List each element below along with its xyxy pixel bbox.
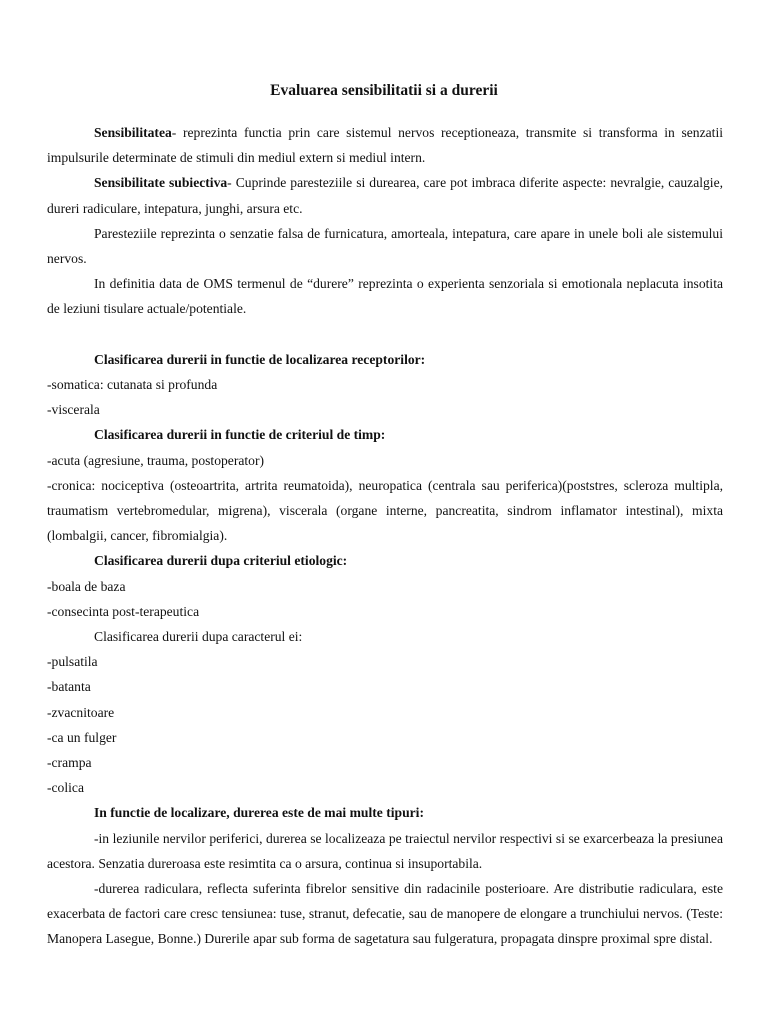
term-sensibilitate-subiectiva: Sensibilitate subiectiva: [94, 175, 228, 191]
document-body: [47, 120, 723, 952]
list-item: -acuta (agresiune, trauma, postoperator): [47, 452, 265, 468]
heading-localizare-receptori: [47, 347, 723, 372]
paragraph-sensibilitate-subiectiva: [47, 170, 723, 220]
list-item: -batanta: [47, 679, 91, 695]
heading-criteriul-timp-text: Clasificarea durerii in functie de criteriul de timp:: [94, 427, 386, 443]
list-item: -boala de baza: [47, 578, 126, 594]
list-item: -viscerala: [47, 402, 100, 418]
list-item: -ca un fulger: [47, 729, 117, 745]
heading-tipuri-localizare: [47, 800, 723, 825]
term-sensibilitatea: Sensibilitatea: [94, 125, 172, 140]
list-item: -consecinta post-terapeutica: [47, 603, 200, 619]
heading-localizare-receptori-text: Clasificarea durerii in functie de localizarea receptorilor:: [94, 351, 426, 367]
list-item: -somatica: cutanata si profunda: [47, 377, 218, 393]
paragraph-sensibilitatea: [47, 120, 723, 170]
paragraph-nervi-periferici: -in leziunile nervilor periferici, durerea se localizeaza pe traiectul nervilor respectivi si se exarcerbeaza la presiunea acestora. Senzatia dureroasa este resimtita ca o arsura, continua si insuportabila.: [47, 830, 723, 871]
list-item: -zvacnitoare: [47, 704, 115, 720]
heading-caracterul-durerii: Clasificarea durerii dupa caracterul ei:: [94, 629, 303, 645]
paragraph-durere-radiculara: -durerea radiculara, reflecta suferinta fibrelor sensitive din radacinile posterioare. Are distributie radiculara, este exacerbata de factori care cresc tensiunea: tuse, stranut, defecatie, sau de manopere de elongare a trunchiului nervos. (Teste: Manopera Lasegue, Bonne.) Durerile apar sub forma de sagetatura sau fulgeratura, propagata dinspre proximal spre distal.: [47, 881, 723, 947]
paragraph-definitie-oms: In definitia data de OMS termenul de “durere” reprezinta o experienta senzoriala si emotionala neplacuta insotita de leziuni tisulare actuale/potentiale.: [47, 276, 723, 317]
blank-line: [47, 322, 723, 347]
definition-sensibilitatea: - reprezinta functia prin care sistemul nervos receptioneaza, transmite si transforma in senzatii impulsurile determinate de stimuli din mediul extern si mediul intern.: [47, 125, 723, 166]
heading-criteriul-etiologic-text: Clasificarea durerii dupa criteriul etiologic:: [94, 553, 348, 569]
list-item: -pulsatila: [47, 654, 98, 670]
document-title: Evaluarea sensibilitatii si a durerii: [270, 82, 498, 99]
heading-criteriul-etiologic: [47, 548, 723, 573]
list-item: -colica: [47, 780, 84, 796]
definition-sensibilitate-subiectiva: - Cuprinde paresteziile si durearea, care pot imbraca diferite aspecte: nevralgie, cauzalgie, dureri radiculare, intepatura, junghi, arsura etc.: [47, 175, 724, 216]
list-item: -crampa: [47, 755, 92, 771]
list-item: -cronica: nociceptiva (osteoartrita, artrita reumatoida), neuropatica (centrala sau periferica)(poststres, scleroza multipla, traumatism vertebromedular, migrena), viscerala (organe interne, pancreatita, sindrom inflamator intestinal), mixta (lombalgii, cancer, fibromialgia).: [47, 477, 723, 544]
paragraph-parestezii: Paresteziile reprezinta o senzatie falsa de furnicatura, amorteala, intepatura, care apare in unele boli ale sistemului nervos.: [47, 225, 723, 267]
heading-criteriul-timp: [47, 422, 723, 447]
heading-tipuri-localizare-text: In functie de localizare, durerea este de mai multe tipuri:: [94, 805, 424, 821]
